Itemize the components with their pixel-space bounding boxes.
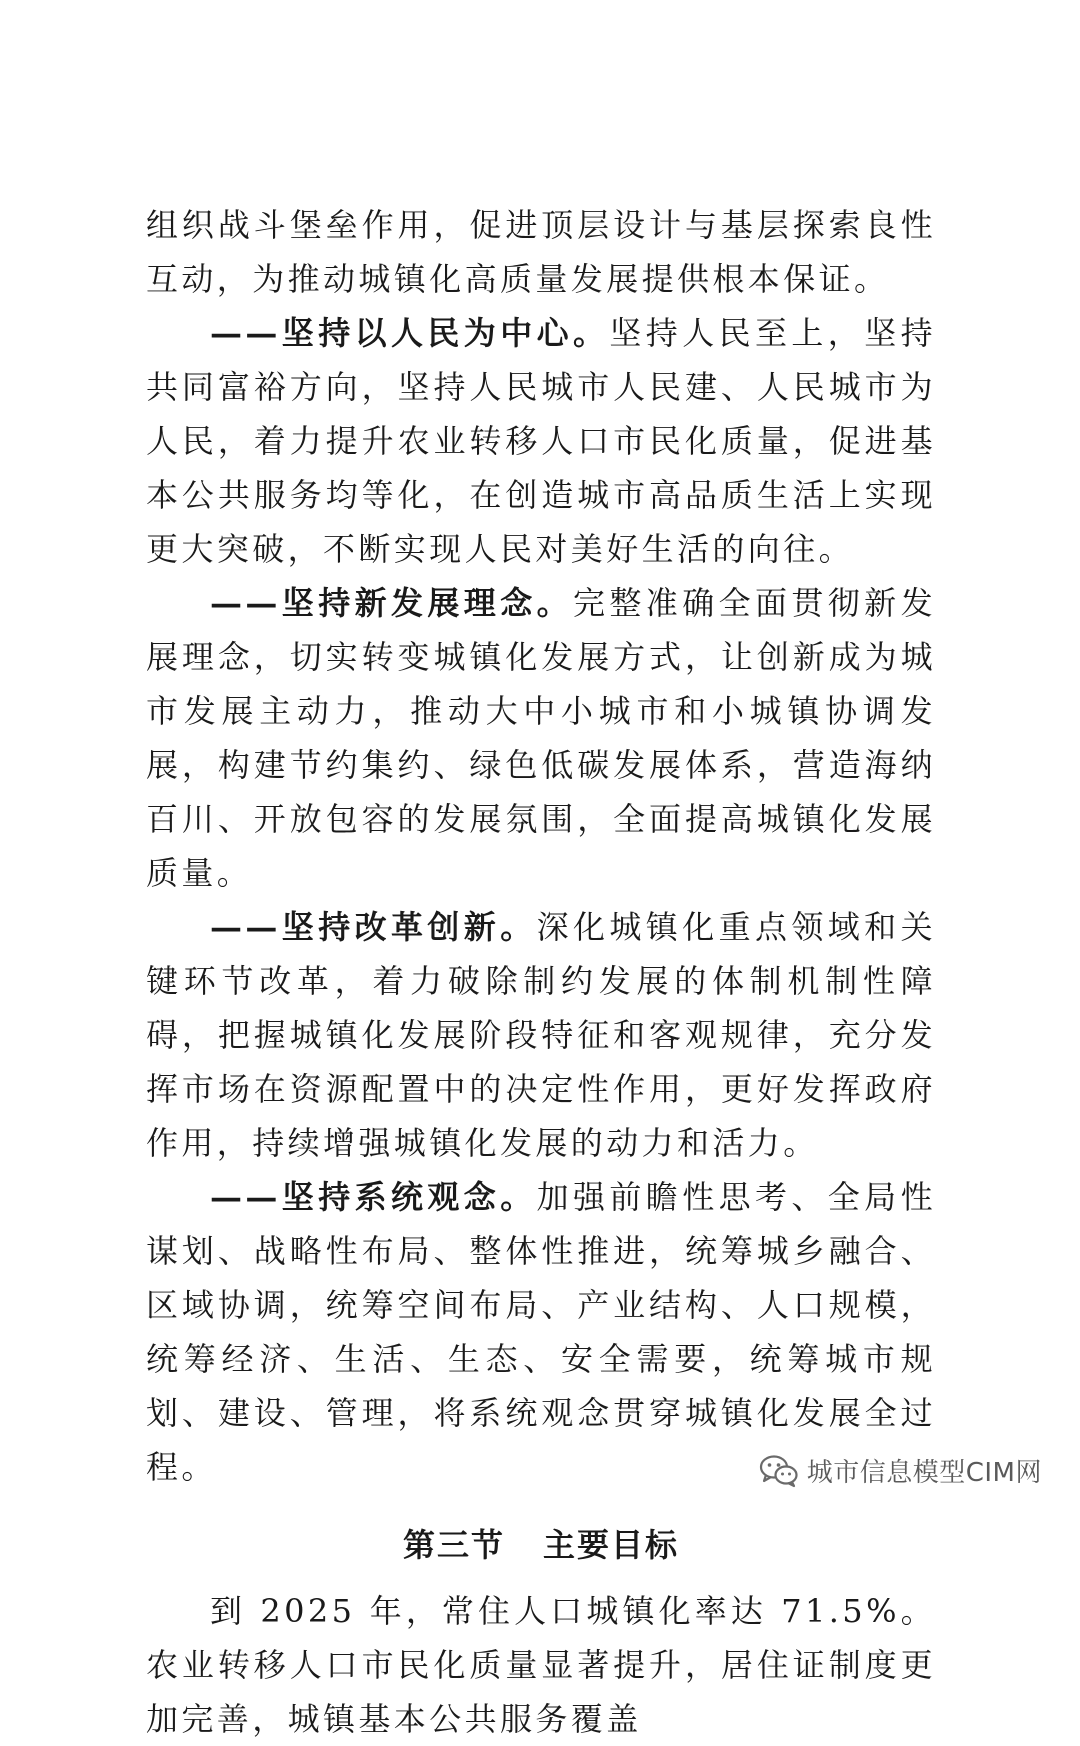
- paragraph-continuation: 组织战斗堡垒作用，促进顶层设计与基层探索良性互动，为推动城镇化高质量发展提供根本保证。: [146, 206, 936, 298]
- paragraph-text: 坚持人民至上，坚持共同富裕方向，坚持人民城市人民建、人民城市为人民，着力提升农业转移人口市民化质量，促进基本公共服务均等化，在创造城市高品质生活上实现更大突破，不断实现人民对美好生活的向往。: [146, 314, 936, 568]
- watermark: [759, 1452, 1042, 1489]
- paragraph-systems-thinking: [146, 1170, 936, 1494]
- paragraph-lead: ——坚持以人民为中心。: [210, 314, 610, 352]
- paragraph-main-targets: 到 2025 年，常住人口城镇化率达 71.5%。农业转移人口市民化质量显著提升，居住证制度更加完善，城镇基本公共服务覆盖: [146, 1592, 936, 1738]
- paragraph-text: 深化城镇化重点领域和关键环节改革，着力破除制约发展的体制机制性障碍，把握城镇化发展阶段特征和客观规律，充分发挥市场在资源配置中的决定性作用，更好发挥政府作用，持续增强城镇化发展的动力和活力。: [146, 908, 936, 1162]
- paragraph-lead: ——坚持新发展理念。: [210, 584, 573, 622]
- paragraph-lead: ——坚持系统观念。: [210, 1178, 537, 1216]
- paragraph-reform-innovation: [146, 900, 936, 1170]
- paragraph-text: 完整准确全面贯彻新发展理念，切实转变城镇化发展方式，让创新成为城市发展主动力，推动大中小城市和小城镇协调发展，构建节约集约、绿色低碳发展体系，营造海纳百川、开放包容的发展氛围，全面提高城镇化发展质量。: [146, 584, 936, 892]
- document-body: [146, 198, 936, 1746]
- paragraph-new-development-philosophy: [146, 576, 936, 900]
- wechat-icon: [759, 1454, 799, 1488]
- watermark-text: 城市信息模型CIM网: [806, 1458, 1042, 1488]
- paragraph-text: 加强前瞻性思考、全局性谋划、战略性布局、整体性推进，统筹城乡融合、区域协调，统筹空间布局、产业结构、人口规模，统筹经济、生活、生态、安全需要，统筹城市规划、建设、管理，将系统观念贯穿城镇化发展全过程。: [146, 1178, 936, 1486]
- paragraph-people-centered: [146, 306, 936, 576]
- section-heading: [146, 1518, 936, 1572]
- section-number: 第三节: [402, 1526, 505, 1564]
- section-title: 主要目标: [543, 1526, 680, 1564]
- paragraph-lead: ——坚持改革创新。: [210, 908, 537, 946]
